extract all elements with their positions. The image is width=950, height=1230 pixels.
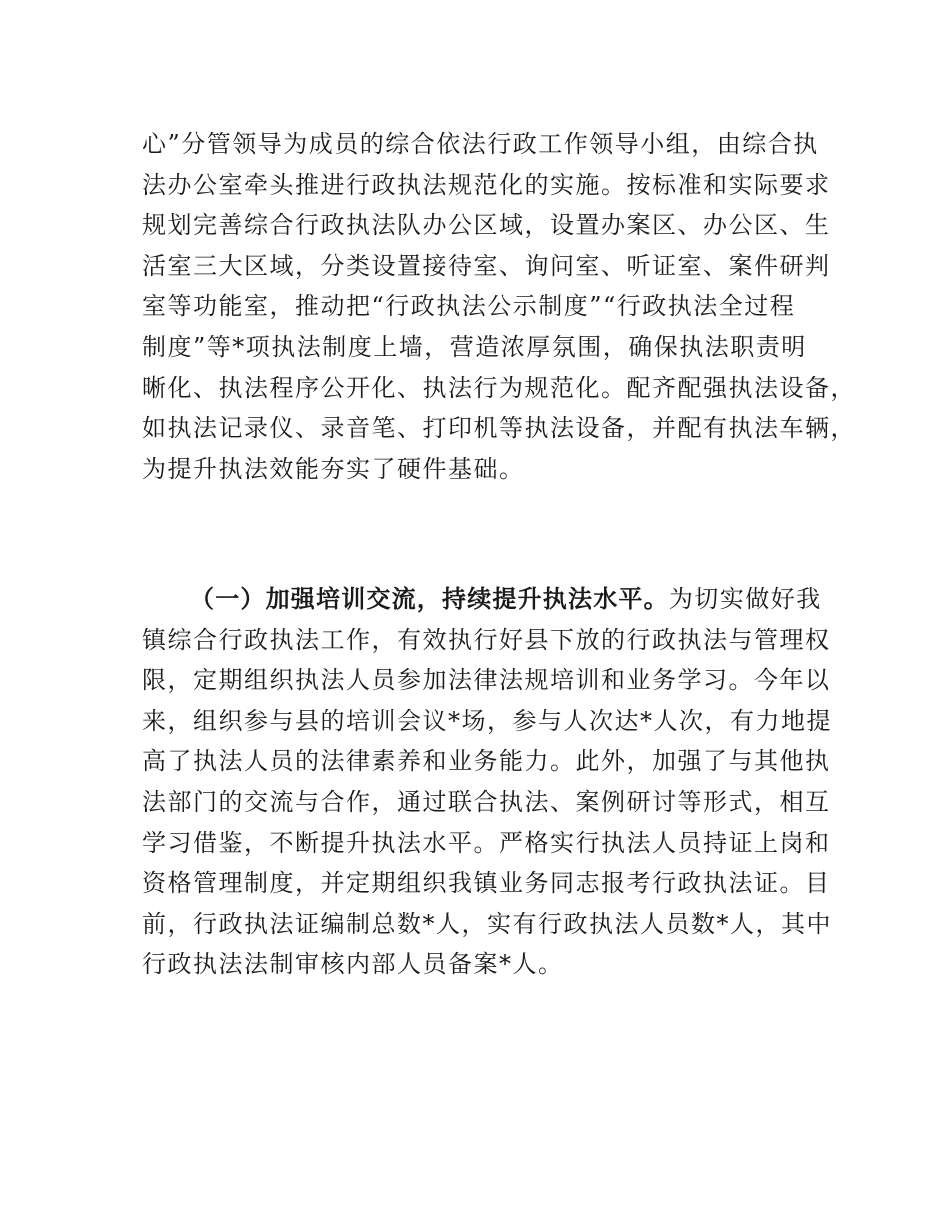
paragraph-2-line: 学习借鉴，不断提升执法水平。严格实行执法人员持证上岗和 <box>142 828 831 857</box>
paragraph-2-first-line-text: 为切实做好我 <box>668 585 822 613</box>
paragraph-2-line: 资格管理制度，并定期组织我镇业务同志报考行政执法证。目 <box>142 869 831 898</box>
paragraph-2 <box>142 579 832 985</box>
paragraph-2-line: 高了执法人员的法律素养和业务能力。此外，加强了与其他执 <box>142 747 831 776</box>
paragraph-2-line: 行政执法法制审核内部人员备案*人。 <box>142 950 564 979</box>
paragraph-1-line: 晰化、执法程序公开化、执法行为规范化。配齐配强执法设备， <box>142 373 856 402</box>
section-heading: （一）加强培训交流，持续提升执法水平。 <box>190 585 669 613</box>
paragraph-2-line: 来，组织参与县的培训会议*场，参与人次达*人次，有力地提 <box>142 706 832 735</box>
paragraph-2-line: 前，行政执法证编制总数*人，实有行政执法人员数*人，其中 <box>142 909 832 938</box>
paragraph-1-line: 规划完善综合行政执法队办公区域，设置办案区、办公区、生 <box>142 211 831 240</box>
paragraph-1-line: 法办公室牵头推进行政执法规范化的实施。按标准和实际要求 <box>142 170 831 199</box>
paragraph-2-line: 镇综合行政执法工作，有效执行好县下放的行政执法与管理权 <box>142 625 831 654</box>
paragraph-2-first-line <box>142 579 822 620</box>
paragraph-1 <box>142 124 856 489</box>
paragraph-1-line: 室等功能室，推动把“行政执法公示制度”“行政执法全过程 <box>142 292 796 321</box>
paragraph-1-line: 如执法记录仪、录音笔、打印机等执法设备，并配有执法车辆， <box>142 414 856 443</box>
paragraph-1-line: 制度”等*项执法制度上墙，营造浓厚氛围，确保执法职责明 <box>142 332 807 361</box>
paragraph-2-line: 法部门的交流与合作，通过联合执法、案例研讨等形式，相互 <box>142 787 831 816</box>
paragraph-1-line: 为提升执法效能夯实了硬件基础。 <box>142 454 525 483</box>
paragraph-1-line: 心”分管领导为成员的综合依法行政工作领导小组，由综合执 <box>142 130 819 158</box>
paragraph-2-line: 限，定期组织执法人员参加法律法规培训和业务学习。今年以 <box>142 666 831 695</box>
paragraph-1-line: 活室三大区域，分类设置接待室、询问室、听证室、案件研判 <box>142 251 831 280</box>
